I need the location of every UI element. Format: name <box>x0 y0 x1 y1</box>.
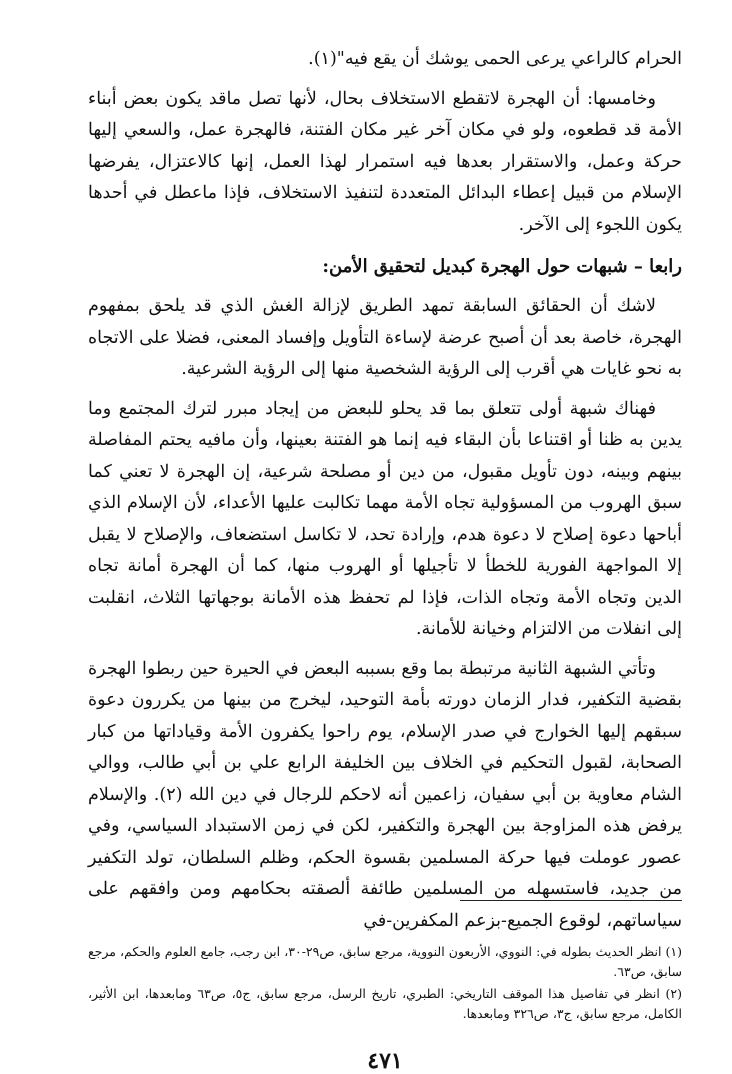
continued-line: الحرام كالراعي يرعى الحمى يوشك أن يقع فيه"(١). <box>308 49 682 69</box>
footnotes <box>88 942 682 1024</box>
footnote-2: (٢) انظر في تفاصيل هذا الموقف التاريخي: الطبري، تاريخ الرسل، مرجع سابق، ج٥، ص٦٣ ومابعدها، ابن الأثير، الكامل، مرجع سابق، ج٣، ص٣٢٦ ومابعدها. <box>88 986 682 1021</box>
paragraph-first-doubt: فهناك شبهة أولى تتعلق بما قد يحلو للبعض من إيجاد مبرر لترك المجتمع وما يدين به ظنا أو اقتناعا بأن البقاء فيه إنما هو الفتنة بعينها، وأن مافيه يحتم المفاصلة بينهم وبينه، دون تأويل مقبول، من دين أو مصلحة شرعية، إن الهجرة لا تعني كما سبق الهروب من المسؤولية تجاه الأمة مهما تكالبت عليها الأعداء، لأن الإسلام الذي أباحها دعوة إصلاح لا دعوة هدم، وإرادة تحد، لا تكاسل استضعاف، والإصلاح لا يقبل إلا المواجهة الفورية للخطأ لا تأجيلها أو الهروب منها، كما أن الهجرة أمانة تجاه الدين وتجاه الأمة وتجاه الذات، فإذا لم تحفظ هذه الأمانة بوجهاتها الثلاث، انقلبت إلى انفلات من الالتزام وخيانة للأمانة. <box>88 398 682 639</box>
section-heading: رابعا – شبهات حول الهجرة كبديل لتحقيق الأمن: <box>322 256 682 277</box>
paragraph-intro: لاشك أن الحقائق السابقة تمهد الطريق لإزالة الغش الذي قد يلحق بمفهوم الهجرة، خاصة بعد أن أصبح عرضة لإساءة التأويل وإفساد المعنى، فضلا على الاتجاه به نحو غايات هي أقرب إلى الرؤية الشخصية منها إلى الرؤية الشرعية. <box>88 296 682 379</box>
book-page <box>88 30 683 1074</box>
paragraph-fifth-point: وخامسها: أن الهجرة لاتقطع الاستخلاف بحال، لأنها تصل ماقد يكون بعض أبناء الأمة قد قطعوه، ولو في مكان آخر غير مكان الفتنة، فالهجرة عمل، والسعي إليها حركة وعمل، والاستقرار بعدها فيه استمرار لهذا العمل، إنها كالاعتزال، يفرضها الإسلام من قبيل إعطاء البدائل المتعددة لتنفيذ الاستخلاف، فإذا ماعطل في أحدها يكون اللجوء إلى الآخر. <box>88 88 682 235</box>
footnote-1: (١) انظر الحديث بطوله في: النووي، الأربعون النووية، مرجع سابق، ص٢٩-٣٠، ابن رجب، جامع العلوم والحكم، مرجع سابق، ص٦٣. <box>88 944 683 979</box>
footnote-divider <box>460 900 682 901</box>
paragraph-second-doubt: وتأتي الشبهة الثانية مرتبطة بما وقع بسببه البعض في الحيرة حين ربطوا الهجرة بقضية التكفير، فدار الزمان دورته بأمة التوحيد، ليخرج من بينها من يكررون دعوة سبقهم إليها الخوارج في صدر الإسلام، يوم راحوا يكفرون الأمة وقياداتها من كبار الصحابة، لقبول التحكيم في الخلاف بين الخليفة الرابع علي بن أبي طالب، ووالي الشام معاوية بن أبي سفيان، زاعمين أنه لاحكم للرجال في دين الله (٢). والإسلام يرفض هذه المزاوجة بين الهجرة والتكفير، لكن في زمن الاستبداد السياسي، وفي عصور عوملت فيها حركة المسلمين بقسوة الحكم، وظلم السلطان، تولد التكفير من جديد، فاستسهله من المسلمين طائفة ألصقته بحكامهم ومن وافقهم على سياساتهم، لوقوع الجميع-بزعم المكفرين-في <box>88 658 682 931</box>
page-number: ٤٧١ <box>367 1048 403 1074</box>
